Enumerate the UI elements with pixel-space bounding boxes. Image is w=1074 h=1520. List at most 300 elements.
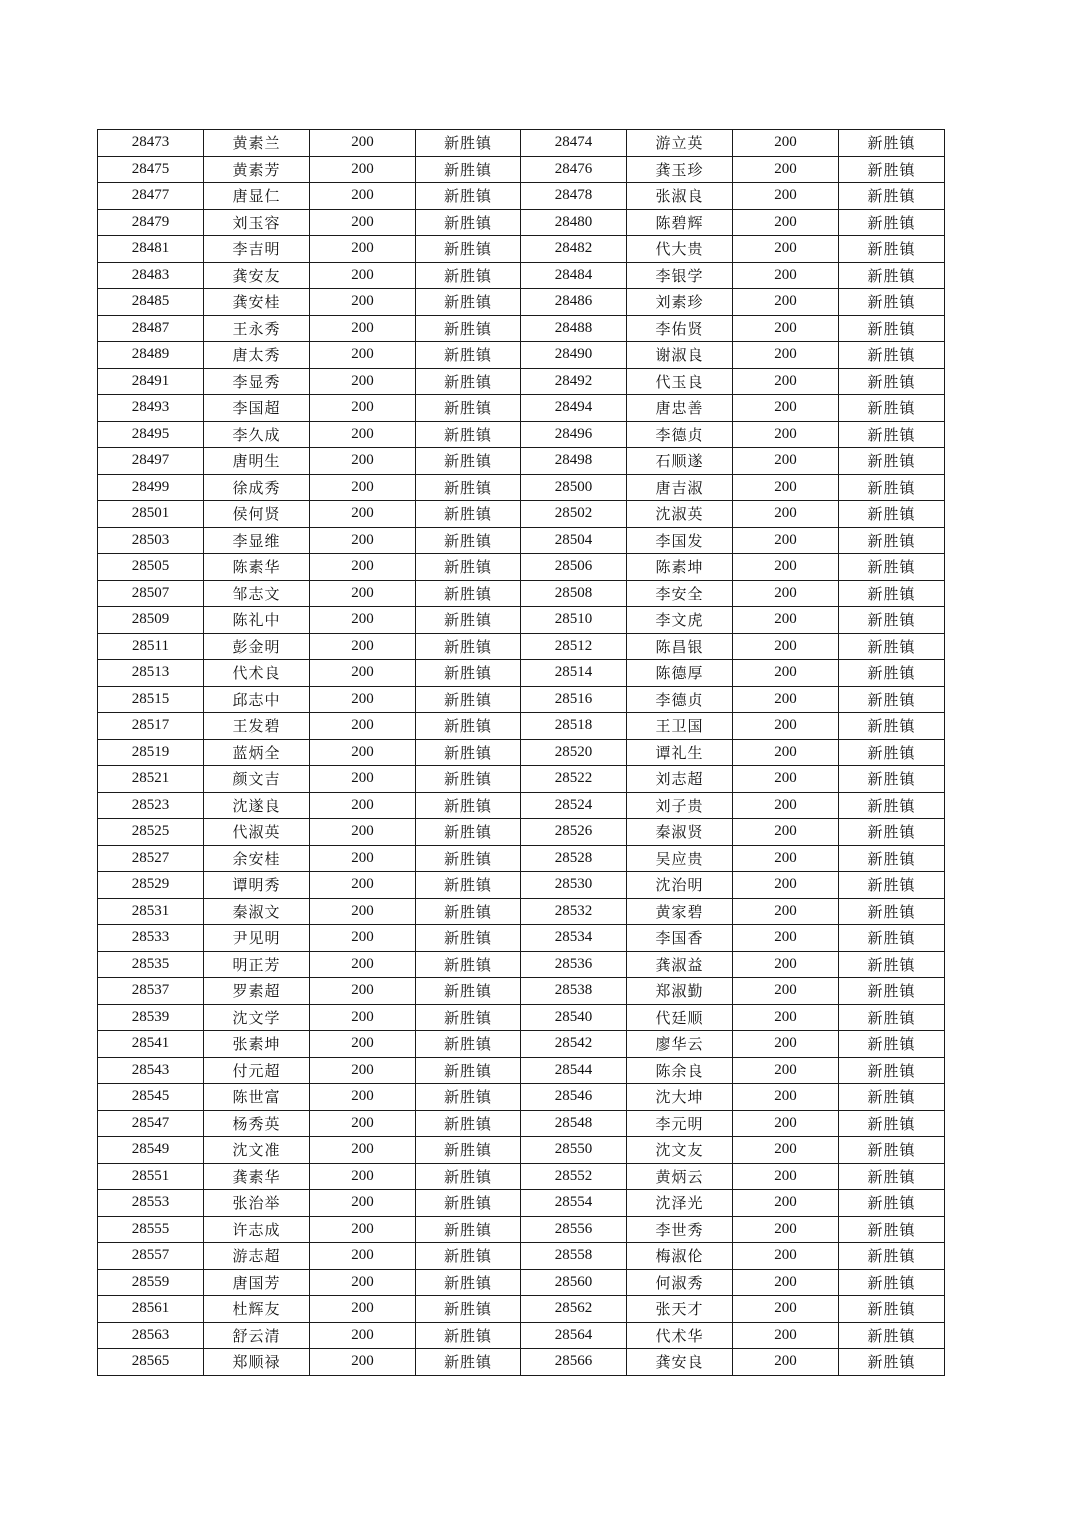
town-cell: 新胜镇: [416, 1190, 521, 1217]
amount-cell: 200: [733, 660, 839, 687]
id-cell: 28474: [521, 130, 627, 157]
name-cell: 黄家碧: [627, 898, 733, 925]
amount-cell: 200: [310, 951, 416, 978]
table-row: [98, 262, 945, 289]
town-cell: 新胜镇: [839, 448, 945, 475]
id-cell: 28523: [98, 792, 204, 819]
amount-cell: 200: [733, 501, 839, 528]
id-cell: 28520: [521, 739, 627, 766]
amount-cell: 200: [733, 395, 839, 422]
amount-cell: 200: [733, 156, 839, 183]
table-row: [98, 633, 945, 660]
id-cell: 28548: [521, 1110, 627, 1137]
town-cell: 新胜镇: [839, 1296, 945, 1323]
town-cell: 新胜镇: [416, 1269, 521, 1296]
town-cell: 新胜镇: [839, 1057, 945, 1084]
amount-cell: 200: [310, 1296, 416, 1323]
town-cell: 新胜镇: [839, 713, 945, 740]
table-row: [98, 1004, 945, 1031]
id-cell: 28487: [98, 315, 204, 342]
name-cell: 秦淑贤: [627, 819, 733, 846]
id-cell: 28546: [521, 1084, 627, 1111]
table-row: [98, 501, 945, 528]
name-cell: 李文虎: [627, 607, 733, 634]
name-cell: 石顺遂: [627, 448, 733, 475]
id-cell: 28530: [521, 872, 627, 899]
town-cell: 新胜镇: [416, 501, 521, 528]
town-cell: 新胜镇: [839, 1084, 945, 1111]
table-row: [98, 1110, 945, 1137]
town-cell: 新胜镇: [839, 978, 945, 1005]
amount-cell: 200: [733, 1004, 839, 1031]
id-cell: 28481: [98, 236, 204, 263]
amount-cell: 200: [733, 1110, 839, 1137]
amount-cell: 200: [310, 474, 416, 501]
town-cell: 新胜镇: [416, 951, 521, 978]
name-cell: 侯何贤: [204, 501, 310, 528]
table-row: [98, 766, 945, 793]
amount-cell: 200: [733, 421, 839, 448]
name-cell: 王发碧: [204, 713, 310, 740]
id-cell: 28540: [521, 1004, 627, 1031]
town-cell: 新胜镇: [416, 845, 521, 872]
town-cell: 新胜镇: [416, 872, 521, 899]
amount-cell: 200: [310, 262, 416, 289]
amount-cell: 200: [310, 395, 416, 422]
table-row: [98, 925, 945, 952]
town-cell: 新胜镇: [839, 1004, 945, 1031]
amount-cell: 200: [310, 1163, 416, 1190]
amount-cell: 200: [310, 236, 416, 263]
name-cell: 代大贵: [627, 236, 733, 263]
id-cell: 28529: [98, 872, 204, 899]
town-cell: 新胜镇: [839, 183, 945, 210]
id-cell: 28475: [98, 156, 204, 183]
id-cell: 28497: [98, 448, 204, 475]
town-cell: 新胜镇: [839, 686, 945, 713]
name-cell: 王永秀: [204, 315, 310, 342]
town-cell: 新胜镇: [839, 872, 945, 899]
name-cell: 沈泽光: [627, 1190, 733, 1217]
name-cell: 沈治明: [627, 872, 733, 899]
id-cell: 28509: [98, 607, 204, 634]
table-row: [98, 183, 945, 210]
id-cell: 28493: [98, 395, 204, 422]
town-cell: 新胜镇: [839, 951, 945, 978]
id-cell: 28501: [98, 501, 204, 528]
table-row: [98, 289, 945, 316]
name-cell: 游立英: [627, 130, 733, 157]
name-cell: 沈文准: [204, 1137, 310, 1164]
name-cell: 李元明: [627, 1110, 733, 1137]
table-row: [98, 1084, 945, 1111]
town-cell: 新胜镇: [416, 183, 521, 210]
amount-cell: 200: [310, 130, 416, 157]
town-cell: 新胜镇: [839, 209, 945, 236]
id-cell: 28525: [98, 819, 204, 846]
id-cell: 28551: [98, 1163, 204, 1190]
table-row: [98, 580, 945, 607]
table-row: [98, 368, 945, 395]
name-cell: 舒云清: [204, 1322, 310, 1349]
table-row: [98, 209, 945, 236]
town-cell: 新胜镇: [416, 660, 521, 687]
table-row: [98, 236, 945, 263]
id-cell: 28473: [98, 130, 204, 157]
amount-cell: 200: [310, 766, 416, 793]
amount-cell: 200: [310, 1190, 416, 1217]
name-cell: 龚淑益: [627, 951, 733, 978]
table-row: [98, 872, 945, 899]
name-cell: 刘子贵: [627, 792, 733, 819]
amount-cell: 200: [733, 607, 839, 634]
town-cell: 新胜镇: [416, 686, 521, 713]
name-cell: 沈淑英: [627, 501, 733, 528]
name-cell: 陈素坤: [627, 554, 733, 581]
town-cell: 新胜镇: [839, 607, 945, 634]
id-cell: 28564: [521, 1322, 627, 1349]
town-cell: 新胜镇: [839, 1322, 945, 1349]
id-cell: 28489: [98, 342, 204, 369]
name-cell: 沈大坤: [627, 1084, 733, 1111]
name-cell: 秦淑文: [204, 898, 310, 925]
id-cell: 28527: [98, 845, 204, 872]
amount-cell: 200: [310, 368, 416, 395]
amount-cell: 200: [310, 527, 416, 554]
name-cell: 李吉明: [204, 236, 310, 263]
amount-cell: 200: [733, 1137, 839, 1164]
town-cell: 新胜镇: [416, 1322, 521, 1349]
id-cell: 28522: [521, 766, 627, 793]
name-cell: 沈遂良: [204, 792, 310, 819]
id-cell: 28479: [98, 209, 204, 236]
name-cell: 杜辉友: [204, 1296, 310, 1323]
id-cell: 28518: [521, 713, 627, 740]
id-cell: 28543: [98, 1057, 204, 1084]
name-cell: 蓝炳全: [204, 739, 310, 766]
amount-cell: 200: [310, 1110, 416, 1137]
town-cell: 新胜镇: [839, 898, 945, 925]
name-cell: 陈德厚: [627, 660, 733, 687]
town-cell: 新胜镇: [839, 1349, 945, 1376]
town-cell: 新胜镇: [416, 236, 521, 263]
amount-cell: 200: [733, 1269, 839, 1296]
amount-cell: 200: [310, 342, 416, 369]
name-cell: 龚玉珍: [627, 156, 733, 183]
amount-cell: 200: [310, 633, 416, 660]
name-cell: 彭金明: [204, 633, 310, 660]
town-cell: 新胜镇: [416, 1296, 521, 1323]
id-cell: 28500: [521, 474, 627, 501]
amount-cell: 200: [310, 1216, 416, 1243]
name-cell: 沈文学: [204, 1004, 310, 1031]
amount-cell: 200: [733, 289, 839, 316]
amount-cell: 200: [733, 1322, 839, 1349]
town-cell: 新胜镇: [416, 1004, 521, 1031]
town-cell: 新胜镇: [416, 1349, 521, 1376]
id-cell: 28535: [98, 951, 204, 978]
town-cell: 新胜镇: [839, 156, 945, 183]
town-cell: 新胜镇: [416, 1031, 521, 1058]
town-cell: 新胜镇: [839, 633, 945, 660]
name-cell: 沈文友: [627, 1137, 733, 1164]
amount-cell: 200: [733, 978, 839, 1005]
name-cell: 李国香: [627, 925, 733, 952]
amount-cell: 200: [310, 925, 416, 952]
name-cell: 代廷顺: [627, 1004, 733, 1031]
table-row: [98, 1163, 945, 1190]
town-cell: 新胜镇: [839, 1031, 945, 1058]
table-row: [98, 554, 945, 581]
table-row: [98, 898, 945, 925]
amount-cell: 200: [310, 421, 416, 448]
name-cell: 刘素珍: [627, 289, 733, 316]
id-cell: 28480: [521, 209, 627, 236]
name-cell: 李久成: [204, 421, 310, 448]
name-cell: 黄素兰: [204, 130, 310, 157]
id-cell: 28492: [521, 368, 627, 395]
id-cell: 28542: [521, 1031, 627, 1058]
town-cell: 新胜镇: [839, 580, 945, 607]
amount-cell: 200: [733, 766, 839, 793]
amount-cell: 200: [733, 236, 839, 263]
town-cell: 新胜镇: [839, 1163, 945, 1190]
name-cell: 唐太秀: [204, 342, 310, 369]
amount-cell: 200: [733, 819, 839, 846]
amount-cell: 200: [310, 554, 416, 581]
town-cell: 新胜镇: [416, 342, 521, 369]
town-cell: 新胜镇: [416, 580, 521, 607]
id-cell: 28531: [98, 898, 204, 925]
id-cell: 28482: [521, 236, 627, 263]
name-cell: 唐忠善: [627, 395, 733, 422]
table-row: [98, 527, 945, 554]
id-cell: 28549: [98, 1137, 204, 1164]
amount-cell: 200: [733, 1216, 839, 1243]
amount-cell: 200: [733, 554, 839, 581]
id-cell: 28505: [98, 554, 204, 581]
town-cell: 新胜镇: [416, 395, 521, 422]
id-cell: 28524: [521, 792, 627, 819]
name-cell: 陈礼中: [204, 607, 310, 634]
id-cell: 28516: [521, 686, 627, 713]
table-row: [98, 1243, 945, 1270]
name-cell: 付元超: [204, 1057, 310, 1084]
town-cell: 新胜镇: [839, 527, 945, 554]
id-cell: 28491: [98, 368, 204, 395]
amount-cell: 200: [310, 898, 416, 925]
town-cell: 新胜镇: [839, 845, 945, 872]
amount-cell: 200: [310, 792, 416, 819]
amount-cell: 200: [310, 1349, 416, 1376]
id-cell: 28506: [521, 554, 627, 581]
table-row: [98, 315, 945, 342]
name-cell: 明正芳: [204, 951, 310, 978]
name-cell: 龚安桂: [204, 289, 310, 316]
table-row: [98, 792, 945, 819]
name-cell: 张淑良: [627, 183, 733, 210]
id-cell: 28545: [98, 1084, 204, 1111]
name-cell: 谭明秀: [204, 872, 310, 899]
name-cell: 谢淑良: [627, 342, 733, 369]
name-cell: 张治举: [204, 1190, 310, 1217]
id-cell: 28476: [521, 156, 627, 183]
town-cell: 新胜镇: [839, 1137, 945, 1164]
id-cell: 28556: [521, 1216, 627, 1243]
amount-cell: 200: [733, 1163, 839, 1190]
name-cell: 龚安友: [204, 262, 310, 289]
name-cell: 颜文吉: [204, 766, 310, 793]
town-cell: 新胜镇: [839, 1110, 945, 1137]
name-cell: 余安桂: [204, 845, 310, 872]
table-row: [98, 1031, 945, 1058]
name-cell: 李显秀: [204, 368, 310, 395]
town-cell: 新胜镇: [416, 474, 521, 501]
id-cell: 28503: [98, 527, 204, 554]
town-cell: 新胜镇: [416, 315, 521, 342]
amount-cell: 200: [733, 1190, 839, 1217]
id-cell: 28561: [98, 1296, 204, 1323]
table-row: [98, 448, 945, 475]
id-cell: 28508: [521, 580, 627, 607]
id-cell: 28484: [521, 262, 627, 289]
name-cell: 许志成: [204, 1216, 310, 1243]
id-cell: 28504: [521, 527, 627, 554]
town-cell: 新胜镇: [416, 448, 521, 475]
town-cell: 新胜镇: [839, 1190, 945, 1217]
amount-cell: 200: [733, 872, 839, 899]
amount-cell: 200: [733, 1296, 839, 1323]
amount-cell: 200: [733, 315, 839, 342]
table-row: [98, 713, 945, 740]
town-cell: 新胜镇: [839, 792, 945, 819]
id-cell: 28519: [98, 739, 204, 766]
name-cell: 张素坤: [204, 1031, 310, 1058]
id-cell: 28532: [521, 898, 627, 925]
table-row: [98, 660, 945, 687]
id-cell: 28558: [521, 1243, 627, 1270]
id-cell: 28565: [98, 1349, 204, 1376]
amount-cell: 200: [733, 1349, 839, 1376]
id-cell: 28557: [98, 1243, 204, 1270]
town-cell: 新胜镇: [416, 713, 521, 740]
town-cell: 新胜镇: [839, 342, 945, 369]
amount-cell: 200: [310, 686, 416, 713]
town-cell: 新胜镇: [416, 1243, 521, 1270]
town-cell: 新胜镇: [839, 421, 945, 448]
amount-cell: 200: [310, 1084, 416, 1111]
town-cell: 新胜镇: [839, 554, 945, 581]
amount-cell: 200: [733, 474, 839, 501]
town-cell: 新胜镇: [839, 660, 945, 687]
town-cell: 新胜镇: [416, 925, 521, 952]
town-cell: 新胜镇: [416, 1163, 521, 1190]
name-cell: 邹志文: [204, 580, 310, 607]
table-row: [98, 421, 945, 448]
id-cell: 28533: [98, 925, 204, 952]
table-row: [98, 951, 945, 978]
town-cell: 新胜镇: [416, 898, 521, 925]
amount-cell: 200: [733, 713, 839, 740]
id-cell: 28477: [98, 183, 204, 210]
name-cell: 徐成秀: [204, 474, 310, 501]
id-cell: 28478: [521, 183, 627, 210]
id-cell: 28513: [98, 660, 204, 687]
town-cell: 新胜镇: [839, 1243, 945, 1270]
amount-cell: 200: [310, 1243, 416, 1270]
amount-cell: 200: [733, 262, 839, 289]
town-cell: 新胜镇: [839, 368, 945, 395]
table-row: [98, 1349, 945, 1376]
amount-cell: 200: [733, 951, 839, 978]
town-cell: 新胜镇: [416, 289, 521, 316]
id-cell: 28502: [521, 501, 627, 528]
id-cell: 28507: [98, 580, 204, 607]
id-cell: 28512: [521, 633, 627, 660]
town-cell: 新胜镇: [416, 554, 521, 581]
amount-cell: 200: [733, 183, 839, 210]
id-cell: 28563: [98, 1322, 204, 1349]
amount-cell: 200: [310, 289, 416, 316]
amount-cell: 200: [310, 156, 416, 183]
amount-cell: 200: [733, 845, 839, 872]
table-row: [98, 1269, 945, 1296]
id-cell: 28539: [98, 1004, 204, 1031]
name-cell: 李安全: [627, 580, 733, 607]
name-cell: 陈余良: [627, 1057, 733, 1084]
id-cell: 28495: [98, 421, 204, 448]
id-cell: 28496: [521, 421, 627, 448]
id-cell: 28510: [521, 607, 627, 634]
id-cell: 28550: [521, 1137, 627, 1164]
amount-cell: 200: [733, 1057, 839, 1084]
name-cell: 代淑英: [204, 819, 310, 846]
amount-cell: 200: [310, 1004, 416, 1031]
table-row: [98, 474, 945, 501]
name-cell: 谭礼生: [627, 739, 733, 766]
name-cell: 唐吉淑: [627, 474, 733, 501]
name-cell: 李国发: [627, 527, 733, 554]
name-cell: 罗素超: [204, 978, 310, 1005]
town-cell: 新胜镇: [839, 501, 945, 528]
id-cell: 28560: [521, 1269, 627, 1296]
town-cell: 新胜镇: [839, 925, 945, 952]
id-cell: 28485: [98, 289, 204, 316]
id-cell: 28521: [98, 766, 204, 793]
table-row: [98, 1216, 945, 1243]
table-row: [98, 1322, 945, 1349]
town-cell: 新胜镇: [416, 633, 521, 660]
amount-cell: 200: [310, 845, 416, 872]
table-row: [98, 156, 945, 183]
id-cell: 28534: [521, 925, 627, 952]
name-cell: 代术良: [204, 660, 310, 687]
id-cell: 28515: [98, 686, 204, 713]
town-cell: 新胜镇: [839, 1269, 945, 1296]
town-cell: 新胜镇: [416, 527, 521, 554]
town-cell: 新胜镇: [839, 289, 945, 316]
name-cell: 李德贞: [627, 686, 733, 713]
amount-cell: 200: [733, 209, 839, 236]
id-cell: 28514: [521, 660, 627, 687]
name-cell: 李世秀: [627, 1216, 733, 1243]
name-cell: 杨秀英: [204, 1110, 310, 1137]
amount-cell: 200: [310, 713, 416, 740]
roster-table: [97, 129, 945, 1376]
amount-cell: 200: [733, 633, 839, 660]
table-row: [98, 686, 945, 713]
id-cell: 28559: [98, 1269, 204, 1296]
